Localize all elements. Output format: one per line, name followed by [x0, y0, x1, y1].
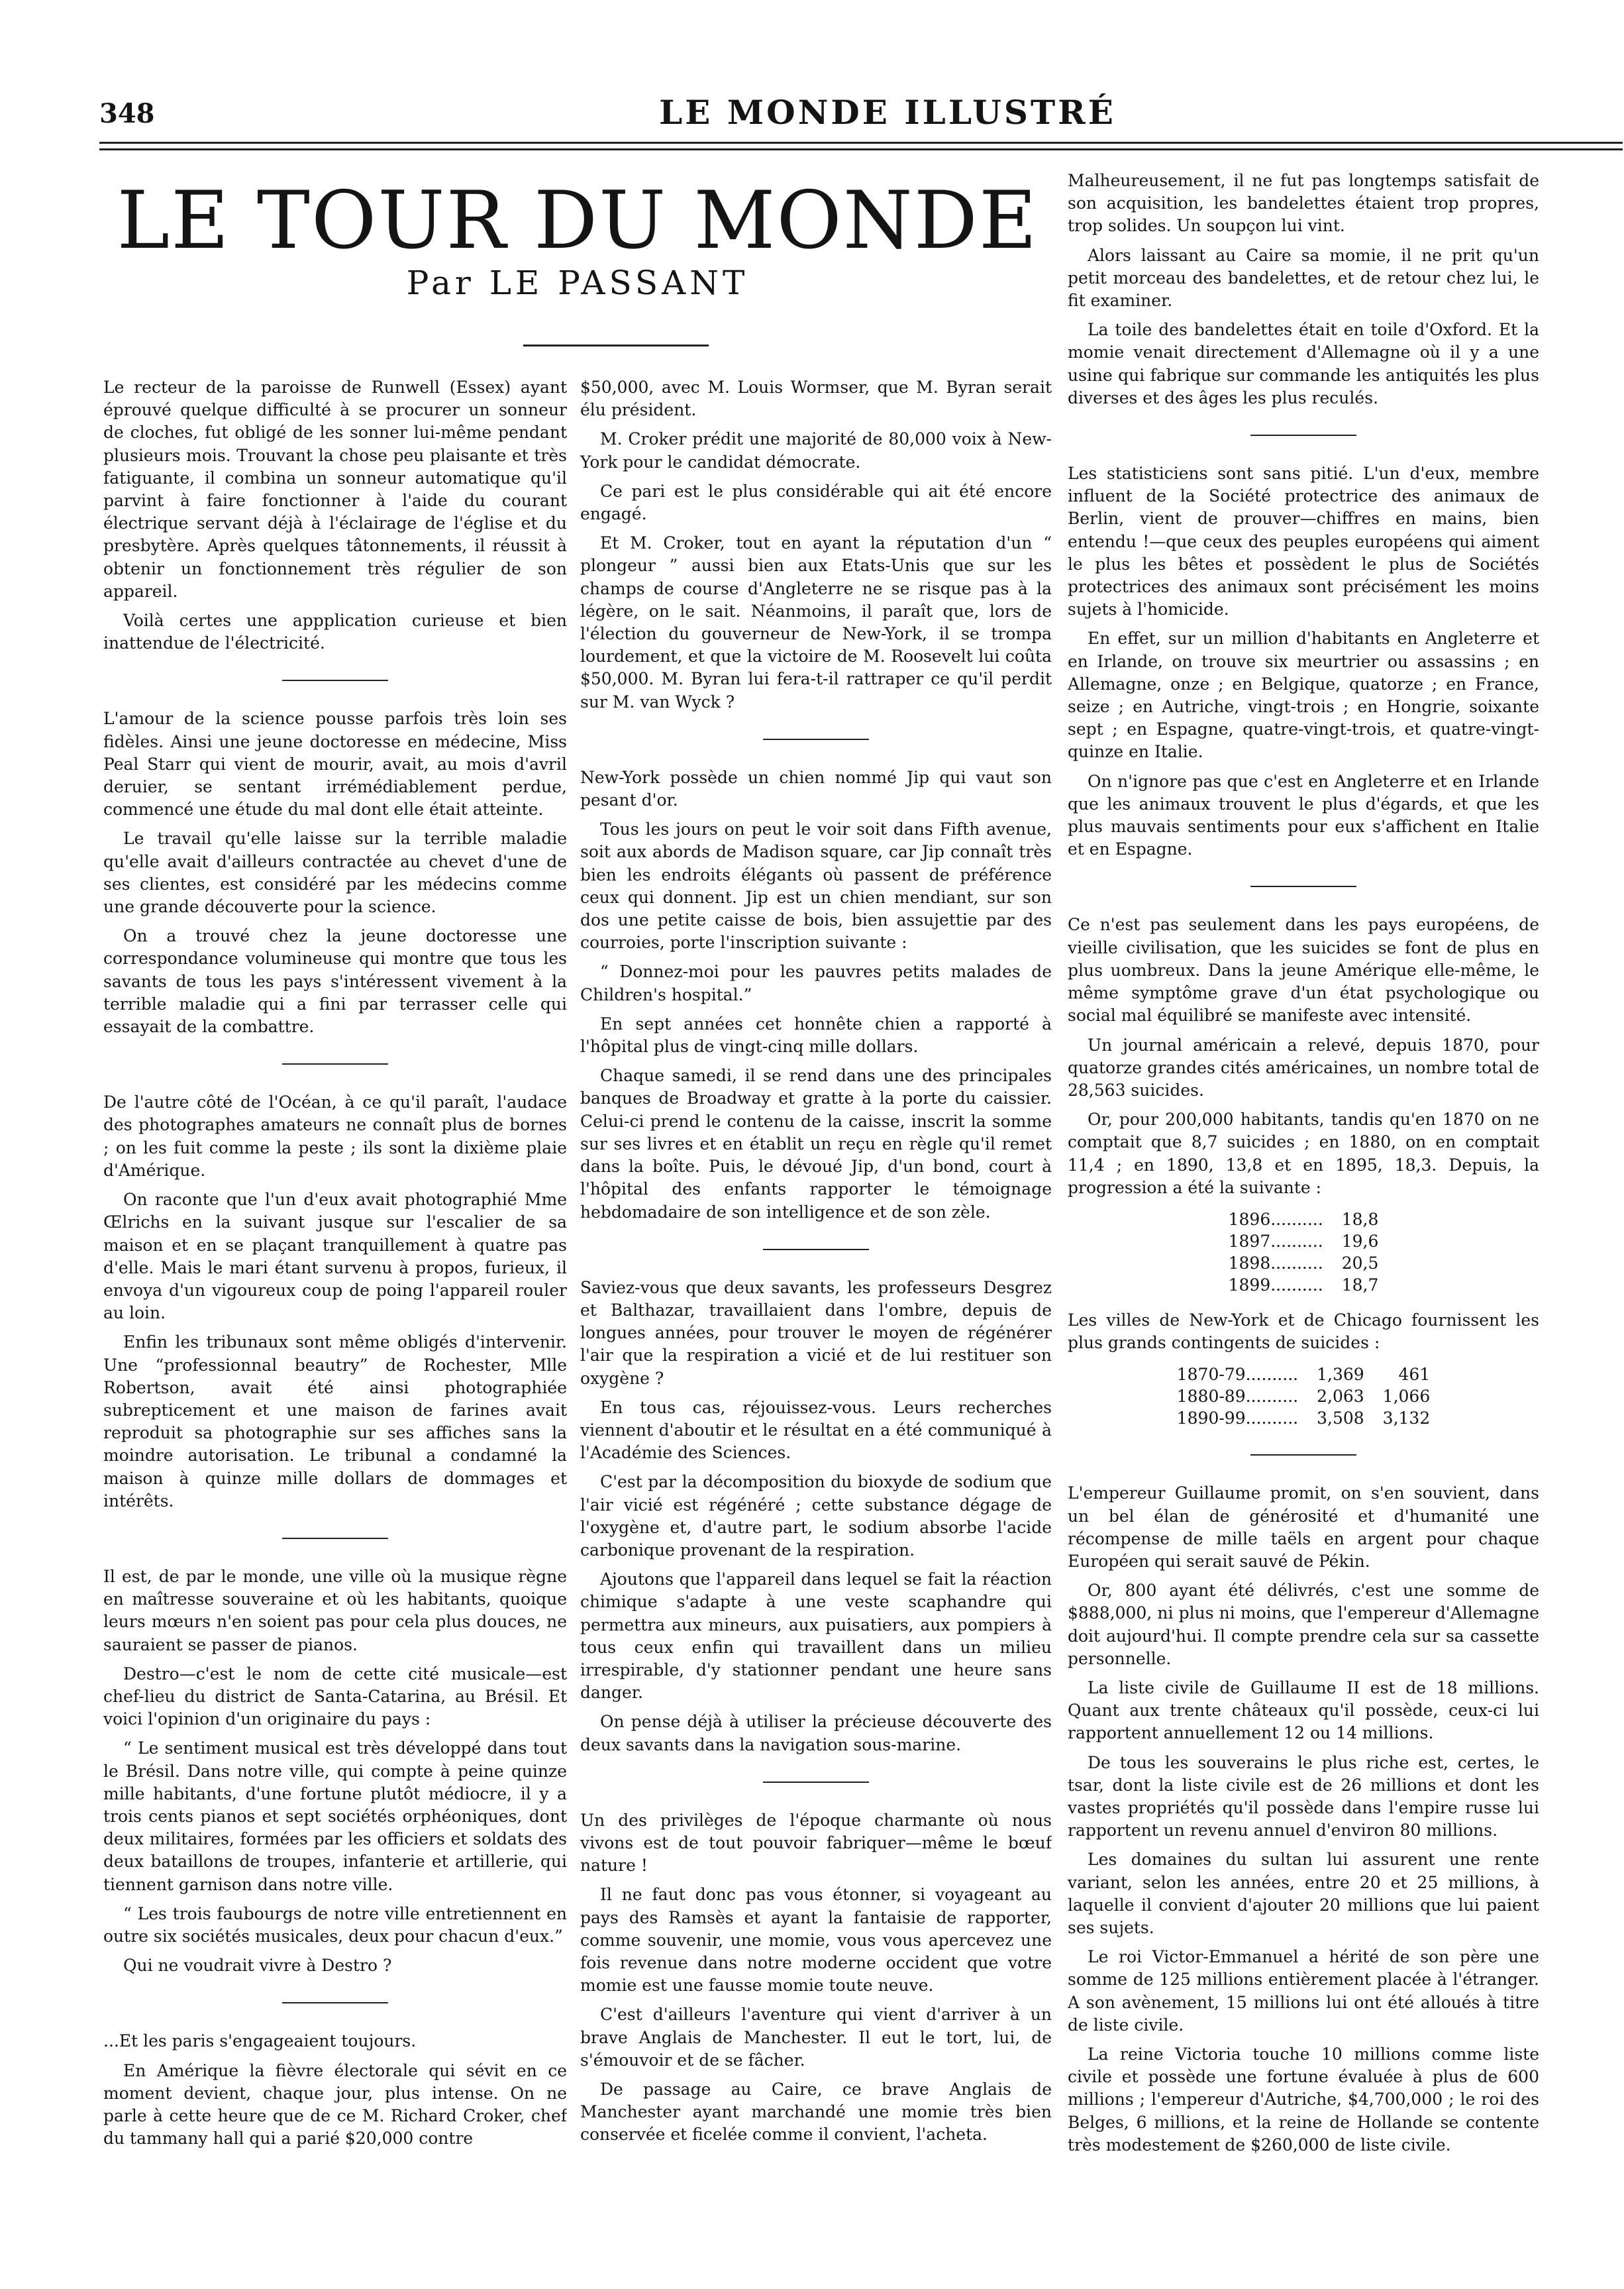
paragraph: Les statisticiens sont sans pitié. L'un d'eux, membre influent de la Société protectrice des animaux de Berlin, vient de prouver—chiffres en mains, bien entendu !—que ceux des peuples européens qui aiment le plus les bêtes et possèdent le plus de Sociétés protectrices des animaux sont précisément les moins sujets à l'homicide.	[1068, 464, 1539, 619]
paragraph: La liste civile de Guillaume II est de 18 millions. Quant aux trente châteaux qu'il possède, ceux-ci lui rapportent annuellement 12 ou 14 millions.	[1068, 1677, 1539, 1743]
paragraph: C'est d'ailleurs l'aventure qui vient d'arriver à un brave Anglais de Manchester. Il eut le tort, lui, de s'émouvoir et de se fâcher.	[580, 2005, 1052, 2070]
byline: Par LE PASSANT	[406, 264, 749, 302]
table-cell: 1880-89..........	[1176, 1387, 1299, 1407]
table-cell: 1890-99..........	[1176, 1409, 1299, 1428]
paragraph: Les domaines du sultan lui assurent une rente variant, selon les années, entre 20 et 25 millions, à laquelle il convient d'ajouter 20 millions que lui paient ses sujets.	[1068, 1850, 1539, 1937]
paragraph: Tous les jours on peut le voir soit dans Fifth avenue, soit aux abords de Madison square, car Jip connaît très bien les endroits élégants où passent de préférence ceux qui donnent. Jip est un chien mendiant, sur son dos une petite caisse de bois, bien assujettie par des courroies, porte l'inscription suivante :	[580, 820, 1052, 953]
paragraph: Malheureusement, il ne fut pas longtemps satisfait de son acquisition, les bandelettes étaient trop propres, trop solides. Un soupçon lui vint.	[1068, 171, 1539, 236]
table-row	[1168, 1407, 1440, 1429]
separator	[1250, 1454, 1356, 1456]
paragraph: Le recteur de la paroisse de Runwell (Essex) ayant éprouvé quelque difficulté à se procurer un sonneur de cloches, fut obligé de les sonner lui-même pendant plusieurs mois. Trouvant la chose peu plaisante et très fatiguante, il combina un sonneur automatique qu'il parvint à faire fonctionner à l'aide du courant électrique servant déjà à l'éclairage de l'église et du presbytère. Après quelques tâtonnements, il réussit à obtenir un fonctionnement très régulier de son appareil.	[103, 378, 567, 601]
paragraph: De passage au Caire, ce brave Anglais de Manchester ayant marchandé une momie très bien conservée et ficelée comme il convient, l'acheta.	[580, 2080, 1052, 2145]
paragraph: Ce pari est le plus considérable qui ait été encore engagé.	[580, 481, 1052, 524]
table-cell: 1,066	[1382, 1387, 1431, 1407]
paragraph: $50,000, avec M. Louis Wormser, que M. Byran serait élu président.	[580, 378, 1052, 420]
paragraph: En Amérique la fièvre électorale qui sévit en ce moment devient, chaque jour, plus intense. On ne parle à cette heure que de ce M. Richard Croker, chef du tammany hall qui a parié $20,000 contre	[103, 2060, 567, 2149]
paragraph: Alors laissant au Caire sa momie, il ne prit qu'un petit morceau des bandelettes, et de retour chez lui, le fit examiner.	[1068, 245, 1539, 311]
separator	[282, 1538, 388, 1539]
separator	[282, 2002, 388, 2003]
quote-paragraph: “ Donnez-moi pour les pauvres petits malades de Children's hospital.”	[580, 962, 1052, 1004]
city-suicide-table	[1168, 1363, 1440, 1429]
table-cell: 18,7	[1341, 1275, 1379, 1295]
quote-paragraph: “ Le sentiment musical est très développé dans tout le Brésil. Dans notre ville, qui compte à peine quinze mille habitants, d'une fortune plutôt médiocre, il y a trois cents pianos et sept sociétés orphéoniques, dont deux militaires, formées par les officiers et soldats des deux bataillons de troupes, infanterie et artillerie, qui tiennent garnison dans notre ville.	[103, 1738, 567, 1894]
paragraph: New-York possède un chien nommé Jip qui vaut son pesant d'or.	[580, 767, 1052, 810]
paragraph: En sept années cet honnête chien a rapporté à l'hôpital plus de vingt-cinq mille dollars.	[580, 1014, 1052, 1057]
paragraph: De tous les souverains le plus riche est, certes, le tsar, dont la liste civile est de 26 millions et dont les vastes propriétés qu'il possède dans l'empire russe lui rapportent un revenu annuel d'environ 80 millions.	[1068, 1752, 1539, 1840]
paragraph: Enfin les tribunaux sont même obligés d'intervenir. Une “professionnal beautry” de Rochester, Mlle Robertson, avait été ainsi photographiée subrepticement et une maison de farines avait reproduit sa photographie sur ses affiches sans la moindre autorisation. Le tribunal a condamné la maison à quinze mille dollars de dommages et intérêts.	[103, 1332, 567, 1511]
separator	[763, 1249, 869, 1250]
table-cell: 1870-79..........	[1176, 1365, 1299, 1385]
paragraph: Or, pour 200,000 habitants, tandis qu'en 1870 on ne comptait que 8,7 suicides ; en 1880, on en comptait 11,4 ; en 1890, 13,8 et en 1895, 18,3. Depuis, la progression a été la suivante :	[1068, 1110, 1539, 1197]
paragraph: La reine Victoria touche 10 millions comme liste civile et possède une fortune évaluée à plus de 600 millions ; l'empereur d'Autriche, $4,700,000 ; le roi des Belges, 6 millions, et la reine de Hollande se contente très modestement de $260,000 de liste civile.	[1068, 2045, 1539, 2155]
paragraph: Or, 800 ayant été délivrés, c'est une somme de $888,000, ni plus ni moins, que l'empereur d'Allemagne doit aujourd'hui. Il compte prendre cela sur sa cassette personnelle.	[1068, 1581, 1539, 1668]
separator	[282, 680, 388, 681]
column-1	[103, 376, 567, 2262]
table-cell: 1,369	[1317, 1365, 1364, 1385]
title-rule	[523, 345, 709, 346]
paragraph: M. Croker prédit une majorité de 80,000 voix à New-York pour le candidat démocrate.	[580, 429, 1052, 472]
paragraph: Ajoutons que l'appareil dans lequel se fait la réaction chimique s'adapte à une veste scaphandre qui permettra aux mineurs, aux puisatiers, aux pompiers à tous ceux enfin qui travaillent dans un milieu irrespirable, d'y stationner pendant une heure sans danger.	[580, 1570, 1052, 1703]
paragraph: Ce n'est pas seulement dans les pays européens, de vieille civilisation, que les suicides se font de plus en plus uombreux. Dans la jeune Amérique elle-même, le même symptôme grave d'un état psychologique ou social mal équilibré se manifeste avec intensité.	[1068, 915, 1539, 1026]
paragraph: La toile des bandelettes était en toile d'Oxford. Et la momie venait directement d'Allemagne où il y a une usine qui fabrique sur commande les antiquités les plus diverses et des âges les plus reculés.	[1068, 320, 1539, 407]
table-row	[1219, 1230, 1388, 1252]
table-row	[1219, 1274, 1388, 1296]
table-cell: 19,6	[1341, 1231, 1379, 1251]
paragraph: Les villes de New-York et de Chicago fournissent les plus grands contingents de suicides :	[1068, 1310, 1539, 1353]
column-3	[1068, 170, 1539, 2262]
separator	[1250, 886, 1356, 887]
table-row	[1219, 1208, 1388, 1230]
table-cell: 1896..........	[1228, 1209, 1323, 1229]
paragraph: Le roi Victor-Emmanuel a hérité de son père une somme de 125 millions entièrement placée à l'étranger. A son avènement, 15 millions lui ont été alloués à titre de liste civile.	[1068, 1947, 1539, 2035]
masthead: LE MONDE ILLUSTRÉ	[659, 93, 1116, 132]
paragraph: On pense déjà à utiliser la précieuse découverte des deux savants dans la navigation sous-marine.	[580, 1712, 1052, 1754]
masthead-rule-lower	[99, 148, 1623, 150]
paragraph: On raconte que l'un d'eux avait photographié Mme Œlrichs en la suivant jusque sur l'escalier de sa maison et en se plaçant tranquillement à quatre pas d'elle. Mais le mari étant survenu à propos, furieux, il envoya d'un vigoureux coup de poing l'appareil rouler au loin.	[103, 1190, 567, 1323]
table-cell: 1899..........	[1228, 1275, 1323, 1295]
paragraph: En effet, sur un million d'habitants en Angleterre et en Irlande, on trouve six meurtrier ou assassins ; en Allemagne, onze ; en Belgique, quatorze ; en France, seize ; en Autriche, vingt-trois ; en Hongrie, soixante sept ; en Espagne, quatre-vingt-trois, et quatre-vingt-quinze en Italie.	[1068, 629, 1539, 762]
table-cell: 1897..........	[1228, 1231, 1323, 1251]
paragraph: Un des privilèges de l'époque charmante où nous vivons est de tout pouvoir fabriquer—même le bœuf nature !	[580, 1810, 1052, 1876]
column-2	[580, 376, 1052, 2262]
separator	[1250, 435, 1356, 436]
table-cell: 3,132	[1382, 1409, 1431, 1428]
table-cell: 3,508	[1317, 1409, 1364, 1428]
table-cell: 1898..........	[1228, 1253, 1323, 1273]
paragraph: C'est par la décomposition du bioxyde de sodium que l'air vicié est régénéré ; cette substance dégage de l'oxygène et, d'autre part, le sodium absorbe l'acide carbonique provenant de la respiration.	[580, 1472, 1052, 1560]
paragraph: En tous cas, réjouissez-vous. Leurs recherches viennent d'aboutir et le résultat en a été communiqué à l'Académie des Sciences.	[580, 1397, 1052, 1463]
table-row	[1219, 1252, 1388, 1274]
table-row	[1168, 1385, 1440, 1407]
masthead-rule	[99, 142, 1623, 144]
separator	[763, 739, 869, 740]
article-title: LE TOUR DU MONDE	[117, 175, 1039, 267]
table-row	[1168, 1363, 1440, 1385]
paragraph: On a trouvé chez la jeune doctoresse une correspondance volumineuse qui montre que tous les savants de tous les pays s'intéressent vivement à la terrible maladie qui a fini par terrasser celle qui essayait de la combattre.	[103, 926, 567, 1037]
table-cell: 18,8	[1341, 1209, 1379, 1229]
paragraph: Voilà certes une appplication curieuse et bien inattendue de l'électricité.	[103, 611, 567, 653]
table-cell: 20,5	[1341, 1253, 1379, 1273]
paragraph: Il ne faut donc pas vous étonner, si voyageant au pays des Ramsès et ayant la fantaisie de rapporter, comme souvenir, une momie, vous vous apercevez une fois revenue dans notre moderne occident que votre momie est une fausse momie toute neuve.	[580, 1885, 1052, 1996]
paragraph: De l'autre côté de l'Océan, à ce qu'il paraît, l'audace des photographes amateurs ne connaît plus de bornes ; on les fuit comme la peste ; ils sont la dixième plaie d'Amérique.	[103, 1092, 567, 1180]
paragraph: ...Et les paris s'engageaient toujours.	[103, 2031, 417, 2051]
paragraph: Destro—c'est le nom de cette cité musicale—est chef-lieu du district de Santa-Catarina, au Brésil. Et voici l'opinion d'un originaire du pays :	[103, 1664, 567, 1729]
paragraph: Saviez-vous que deux savants, les professeurs Desgrez et Balthazar, travaillaient dans l'ombre, depuis de longues années, pour trouver le moyen de régénérer l'air que la respiration a vicié et de lui restituer son oxygène ?	[580, 1277, 1052, 1388]
separator	[763, 1782, 869, 1783]
quote-paragraph: “ Les trois faubourgs de notre ville entretiennent en outre six sociétés musicales, deux pour chacun d'eux.”	[103, 1903, 567, 1946]
paragraph: Qui ne voudrait vivre à Destro ?	[123, 1956, 392, 1976]
paragraph: Et M. Croker, tout en ayant la réputation d'un “ plongeur ” aussi bien aux Etats-Unis que sur les champs de course d'Angleterre ne se risque pas à la légère, on le sait. Néanmoins, il paraît que, lors de l'élection du gouverneur de New-York, il se trompa lourdement, et que la victoire de M. Roosevelt lui coûta $50,000. M. Byran lui fera-t-il rattraper ce qu'il perdit sur M. van Wyck ?	[580, 533, 1052, 712]
table-cell: 461	[1398, 1365, 1431, 1385]
paragraph: Il est, de par le monde, une ville où la musique règne en maîtresse souveraine et où les habitants, quoique leurs mœurs n'en soient pas pour cela plus douces, ne sauraient se passer de pianos.	[103, 1566, 567, 1654]
separator	[282, 1063, 388, 1065]
paragraph: Le travail qu'elle laisse sur la terrible maladie qu'elle avait d'ailleurs contractée au chevet d'une de ses clientes, est considéré par les médecins comme une grande découverte pour la science.	[103, 829, 567, 917]
paragraph: L'amour de la science pousse parfois très loin ses fidèles. Ainsi une jeune doctoresse en médecine, Miss Peal Starr qui vient de mourir, avait, au mois d'avril deruier, se sentant irrémédiablement perdue, commencé une étude du mal dont elle était atteinte.	[103, 709, 567, 820]
paragraph: L'empereur Guillaume promit, on s'en souvient, dans un bel élan de générosité et d'humanité une récompense de mille taëls en argent pour chaque Européen qui serait sauvé de Pékin.	[1068, 1483, 1539, 1571]
paragraph: On n'ignore pas que c'est en Angleterre et en Irlande que les animaux trouvent le plus d'égards, et que les plus mauvais sentiments pour eux s'affichent en Italie et en Espagne.	[1068, 771, 1539, 859]
paragraph: Chaque samedi, il se rend dans une des principales banques de Broadway et gratte à la porte du caissier. Celui-ci prend le contenu de la caisse, inscrit la somme sur ses livres et en établit un reçu en règle qu'il remet dans la boîte. Puis, le dévoué Jip, d'un bond, court à l'hôpital des enfants rapporter le témoignage hebdomadaire de son intelligence et de son zèle.	[580, 1066, 1052, 1222]
table-cell: 2,063	[1317, 1387, 1364, 1407]
paragraph: Un journal américain a relevé, depuis 1870, pour quatorze grandes cités américaines, un nombre total de 28,563 suicides.	[1068, 1035, 1539, 1100]
page-number: 348	[99, 98, 155, 129]
suicide-progression-table	[1219, 1208, 1388, 1296]
